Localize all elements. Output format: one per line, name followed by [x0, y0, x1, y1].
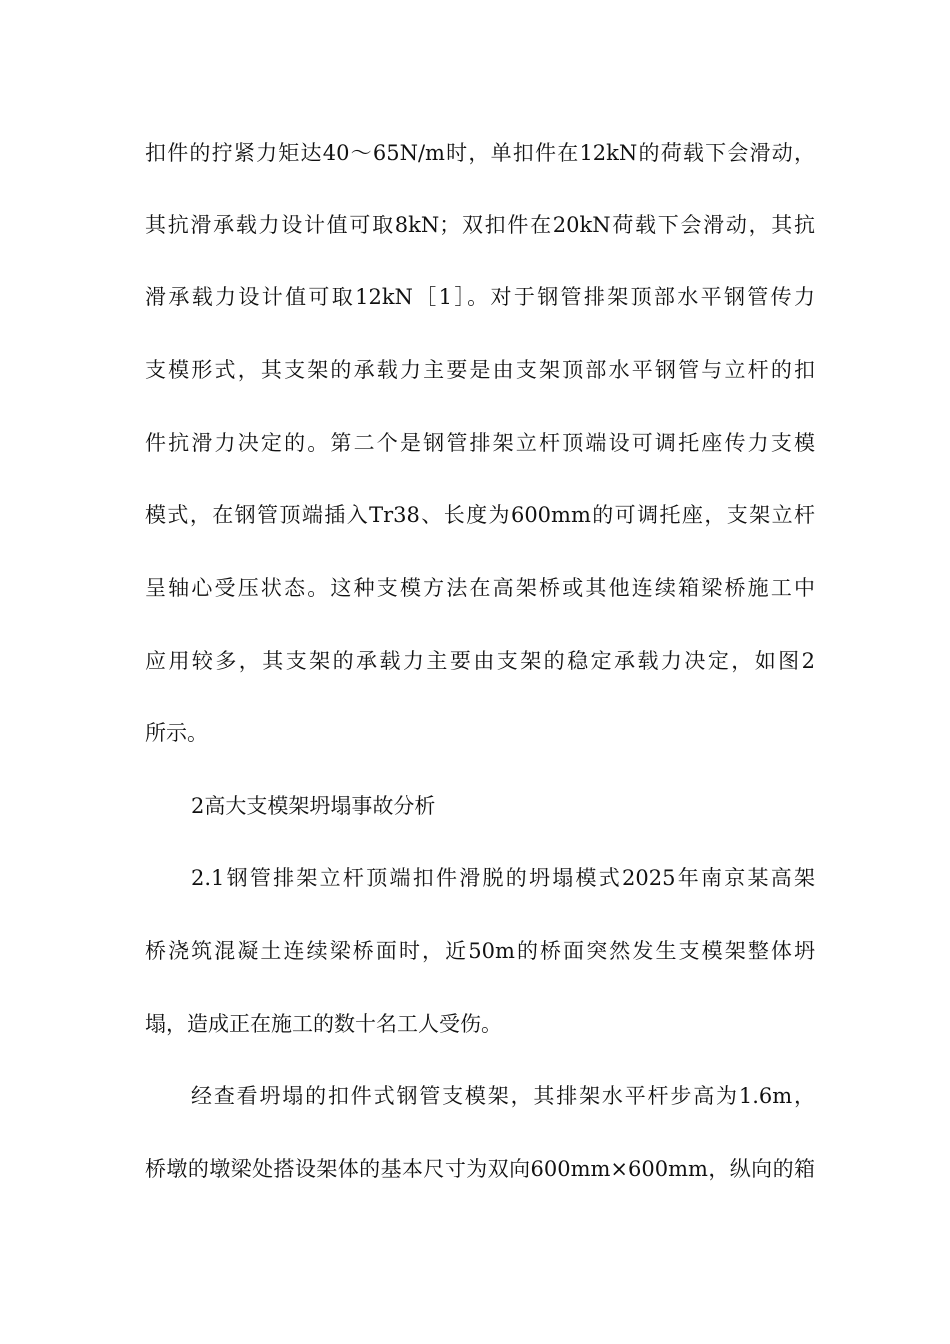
paragraph-text-line: 桥墩的墩梁处搭设架体的基本尺寸为双向600mm×600mm，纵向的箱: [145, 1157, 815, 1181]
body-text-line: 模式，在钢管顶端插入Tr38、长度为600mm的可调托座，支架立杆: [145, 503, 815, 527]
subsection-text-line: 塌，造成正在施工的数十名工人受伤。: [145, 1012, 502, 1036]
body-text-line: 扣件的拧紧力矩达40～65N/m时，单扣件在12kN的荷载下会滑动，: [145, 141, 815, 165]
subsection-text-line: 桥浇筑混凝土连续梁桥面时，近50m的桥面突然发生支模架整体坍: [145, 939, 815, 963]
body-text-line: 呈轴心受压状态。这种支模方法在高架桥或其他连续箱梁桥施工中: [145, 576, 815, 600]
body-text-line: 所示。: [145, 721, 208, 745]
subsection-text-line: 2.1钢管排架立杆顶端扣件滑脱的坍塌模式2025年南京某高架: [191, 866, 815, 890]
section-heading: 2高大支模架坍塌事故分析: [191, 794, 436, 818]
paragraph-text-line: 经查看坍塌的扣件式钢管支模架，其排架水平杆步高为1.6m，: [191, 1084, 815, 1108]
body-text-line: 应用较多，其支架的承载力主要由支架的稳定承载力决定，如图2: [145, 649, 815, 673]
body-text-line: 其抗滑承载力设计值可取8kN；双扣件在20kN荷载下会滑动，其抗: [145, 213, 815, 237]
body-text-line: 滑承载力设计值可取12kN［1］。对于钢管排架顶部水平钢管传力: [145, 285, 815, 309]
body-text-line: 件抗滑力决定的。第二个是钢管排架立杆顶端设可调托座传力支模: [145, 431, 815, 455]
body-text-line: 支模形式，其支架的承载力主要是由支架顶部水平钢管与立杆的扣: [145, 358, 815, 382]
